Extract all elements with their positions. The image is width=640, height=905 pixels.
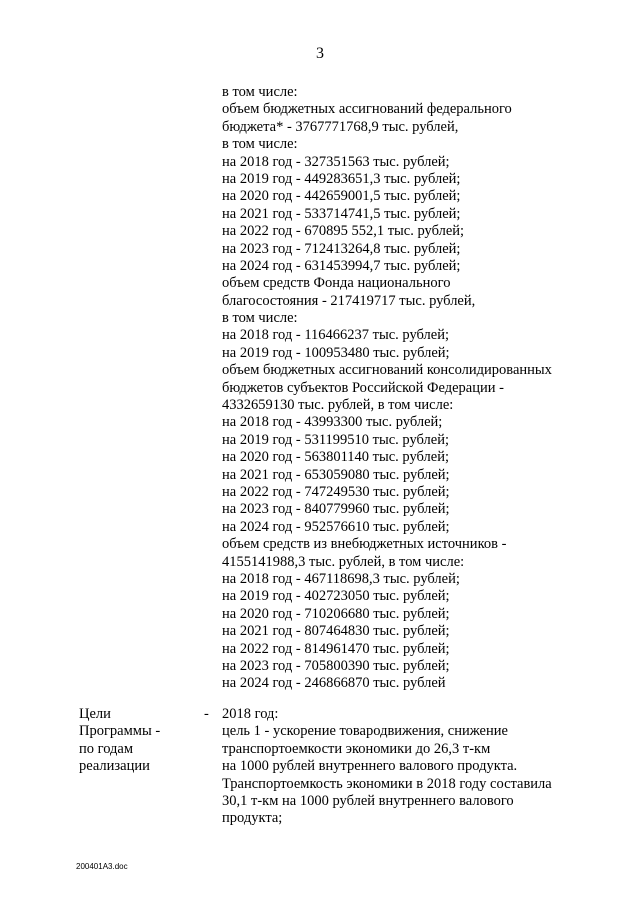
funding-line: бюджетов субъектов Российской Федерации - <box>222 379 504 396</box>
funding-line: в том числе: <box>222 310 298 327</box>
funding-line: на 2018 год - 327351563 тыс. рублей; <box>222 153 450 170</box>
funding-line: на 2021 год - 533714741,5 тыс. рублей; <box>222 205 461 222</box>
section-label-line: реализации <box>79 758 150 775</box>
section-label-goals <box>79 706 189 776</box>
goal-line: 2018 год: <box>222 706 279 722</box>
funding-line: бюджета* - 3767771768,9 тыс. рублей, <box>222 118 459 135</box>
funding-line: на 2020 год - 442659001,5 тыс. рублей; <box>222 188 461 205</box>
funding-line: на 2018 год - 116466237 тыс. рублей; <box>222 327 450 344</box>
goal-line: цель 1 - ускорение товародвижения, снижение <box>222 723 508 740</box>
funding-line: на 2021 год - 807464830 тыс. рублей; <box>222 623 450 640</box>
funding-line: 4155141988,3 тыс. рублей, в том числе: <box>222 553 465 570</box>
goal-line: транспортоемкости экономики до 26,3 т-км <box>222 740 491 757</box>
funding-line: на 2020 год - 710206680 тыс. рублей; <box>222 605 450 622</box>
funding-line: на 2019 год - 402723050 тыс. рублей; <box>222 588 450 605</box>
section-label-line: Программы - <box>79 723 161 740</box>
funding-line: на 2019 год - 449283651,3 тыс. рублей; <box>222 170 461 187</box>
goal-line: Транспортоемкость экономики в 2018 году составила <box>222 775 552 792</box>
funding-line: на 2024 год - 631453994,7 тыс. рублей; <box>222 257 461 274</box>
section-dash: - <box>204 706 209 722</box>
funding-line: объем бюджетных ассигнований федерального <box>222 101 512 118</box>
funding-line: на 2023 год - 705800390 тыс. рублей; <box>222 657 450 674</box>
goal-line: 30,1 т-км на 1000 рублей внутреннего валового <box>222 792 514 809</box>
goal-line: на 1000 рублей внутреннего валового продукта. <box>222 758 518 775</box>
funding-line: на 2022 год - 670895 552,1 тыс. рублей; <box>222 223 465 240</box>
funding-line: благосостояния - 217419717 тыс. рублей, <box>222 292 476 309</box>
goal-line: продукта; <box>222 810 283 827</box>
footer-filename: 200401А3.doc <box>76 862 128 871</box>
funding-line: на 2021 год - 653059080 тыс. рублей; <box>222 466 450 483</box>
funding-line: на 2019 год - 100953480 тыс. рублей; <box>222 344 450 361</box>
funding-line: в том числе: <box>222 84 298 100</box>
funding-line: на 2024 год - 246866870 тыс. рублей <box>222 675 446 692</box>
funding-line: на 2023 год - 840779960 тыс. рублей; <box>222 501 450 518</box>
funding-line: объем средств Фонда национального <box>222 275 451 292</box>
section-label-line: по годам <box>79 740 134 757</box>
page-number: 3 <box>316 45 324 62</box>
funding-line: на 2020 год - 563801140 тыс. рублей; <box>222 449 450 466</box>
funding-line: на 2023 год - 712413264,8 тыс. рублей; <box>222 240 461 257</box>
funding-line: объем бюджетных ассигнований консолидированных <box>222 362 552 379</box>
funding-volume-block <box>222 84 622 693</box>
funding-line: объем средств из внебюджетных источников - <box>222 536 507 553</box>
funding-line: на 2022 год - 747249530 тыс. рублей; <box>222 483 450 500</box>
funding-line: на 2018 год - 467118698,3 тыс. рублей; <box>222 570 460 587</box>
funding-line: 4332659130 тыс. рублей, в том числе: <box>222 397 454 414</box>
funding-line: на 2022 год - 814961470 тыс. рублей; <box>222 640 450 657</box>
goals-by-year-block <box>222 706 622 828</box>
funding-line: на 2018 год - 43993300 тыс. рублей; <box>222 414 443 431</box>
funding-line: на 2024 год - 952576610 тыс. рублей; <box>222 518 450 535</box>
funding-line: в том числе: <box>222 136 298 153</box>
section-label-line: Цели <box>79 706 111 722</box>
funding-line: на 2019 год - 531199510 тыс. рублей; <box>222 431 450 448</box>
